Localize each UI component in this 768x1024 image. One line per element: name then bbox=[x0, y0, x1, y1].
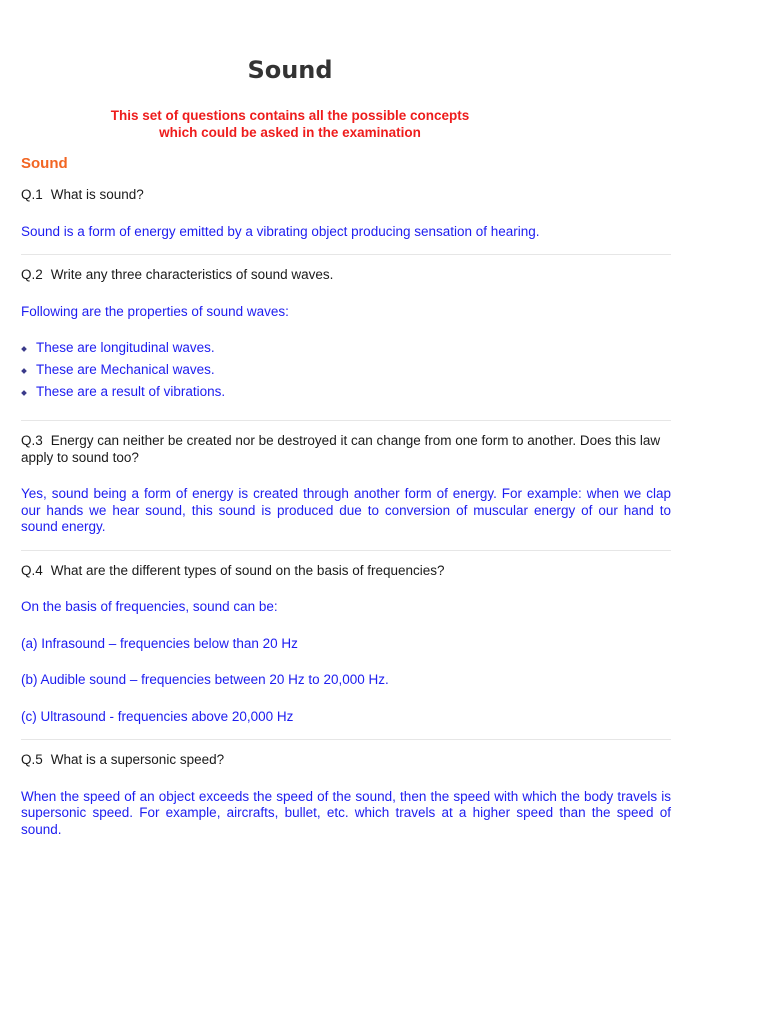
question-text: What are the different types of sound on the basis of frequencies? bbox=[50, 562, 445, 578]
question bbox=[21, 187, 671, 204]
question-number: Q.4 bbox=[21, 562, 43, 578]
answer-text: When the speed of an object exceeds the speed of the sound, then the speed with which the body travels is supersonic speed. For example, aircrafts, bullet, etc. which travels at a higher speed than the speed of sound. bbox=[21, 788, 671, 837]
list-item-text: These are Mechanical waves. bbox=[36, 362, 215, 377]
answer-bullet-list bbox=[21, 340, 671, 401]
question bbox=[21, 752, 671, 769]
qa-item-3 bbox=[21, 433, 671, 551]
question-number: Q.5 bbox=[21, 752, 43, 767]
list-item bbox=[21, 340, 671, 357]
question bbox=[21, 563, 671, 580]
question-text: What is a supersonic speed? bbox=[50, 752, 225, 767]
answer-text: Yes, sound being a form of energy is created through another form of energy. For example: when we clap our hands we hear sound, this sound is produced due to conversion of muscular energy of our hand to sound energy. bbox=[21, 486, 671, 534]
list-item bbox=[21, 384, 671, 401]
list-item-text: These are longitudinal waves. bbox=[36, 340, 215, 355]
qa-item-4 bbox=[21, 563, 671, 741]
diamond-bullet-icon bbox=[21, 390, 27, 396]
subtitle-line-2: which could be asked in the examination bbox=[159, 125, 421, 140]
qa-item-2 bbox=[21, 267, 671, 421]
answer-text: On the basis of frequencies, sound can be: bbox=[21, 599, 278, 614]
answer-text: Following are the properties of sound waves: bbox=[21, 303, 289, 319]
answer-part-b: (b) Audible sound – frequencies between 20 Hz to 20,000 Hz. bbox=[21, 672, 389, 687]
question-text: Energy can neither be created nor be destroyed it can change from one form to another. Does this law apply to sound too? bbox=[21, 433, 661, 465]
qa-list bbox=[21, 187, 671, 864]
diamond-bullet-icon bbox=[21, 346, 27, 352]
list-item bbox=[21, 362, 671, 379]
document-title: Sound bbox=[247, 56, 333, 84]
section-heading: Sound bbox=[21, 155, 68, 172]
diamond-bullet-icon bbox=[21, 368, 27, 374]
answer-text: Sound is a form of energy emitted by a vibrating object producing sensation of hearing. bbox=[21, 223, 540, 239]
qa-item-1 bbox=[21, 187, 671, 255]
qa-item-5 bbox=[21, 752, 671, 852]
question bbox=[21, 433, 671, 466]
answer-part-a: (a) Infrasound – frequencies below than 20 Hz bbox=[21, 635, 298, 651]
question bbox=[21, 267, 671, 284]
document-subtitle bbox=[21, 107, 559, 141]
question-text: Write any three characteristics of sound waves. bbox=[50, 267, 334, 282]
question-number: Q.2 bbox=[21, 267, 43, 282]
list-item-text: These are a result of vibrations. bbox=[36, 384, 226, 399]
question-number: Q.3 bbox=[21, 433, 43, 448]
answer-part-c: (c) Ultrasound - frequencies above 20,000 Hz bbox=[21, 708, 294, 724]
subtitle-line-1: This set of questions contains all the possible concepts bbox=[110, 108, 470, 123]
question-number: Q.1 bbox=[21, 187, 43, 202]
question-text: What is sound? bbox=[50, 187, 144, 202]
